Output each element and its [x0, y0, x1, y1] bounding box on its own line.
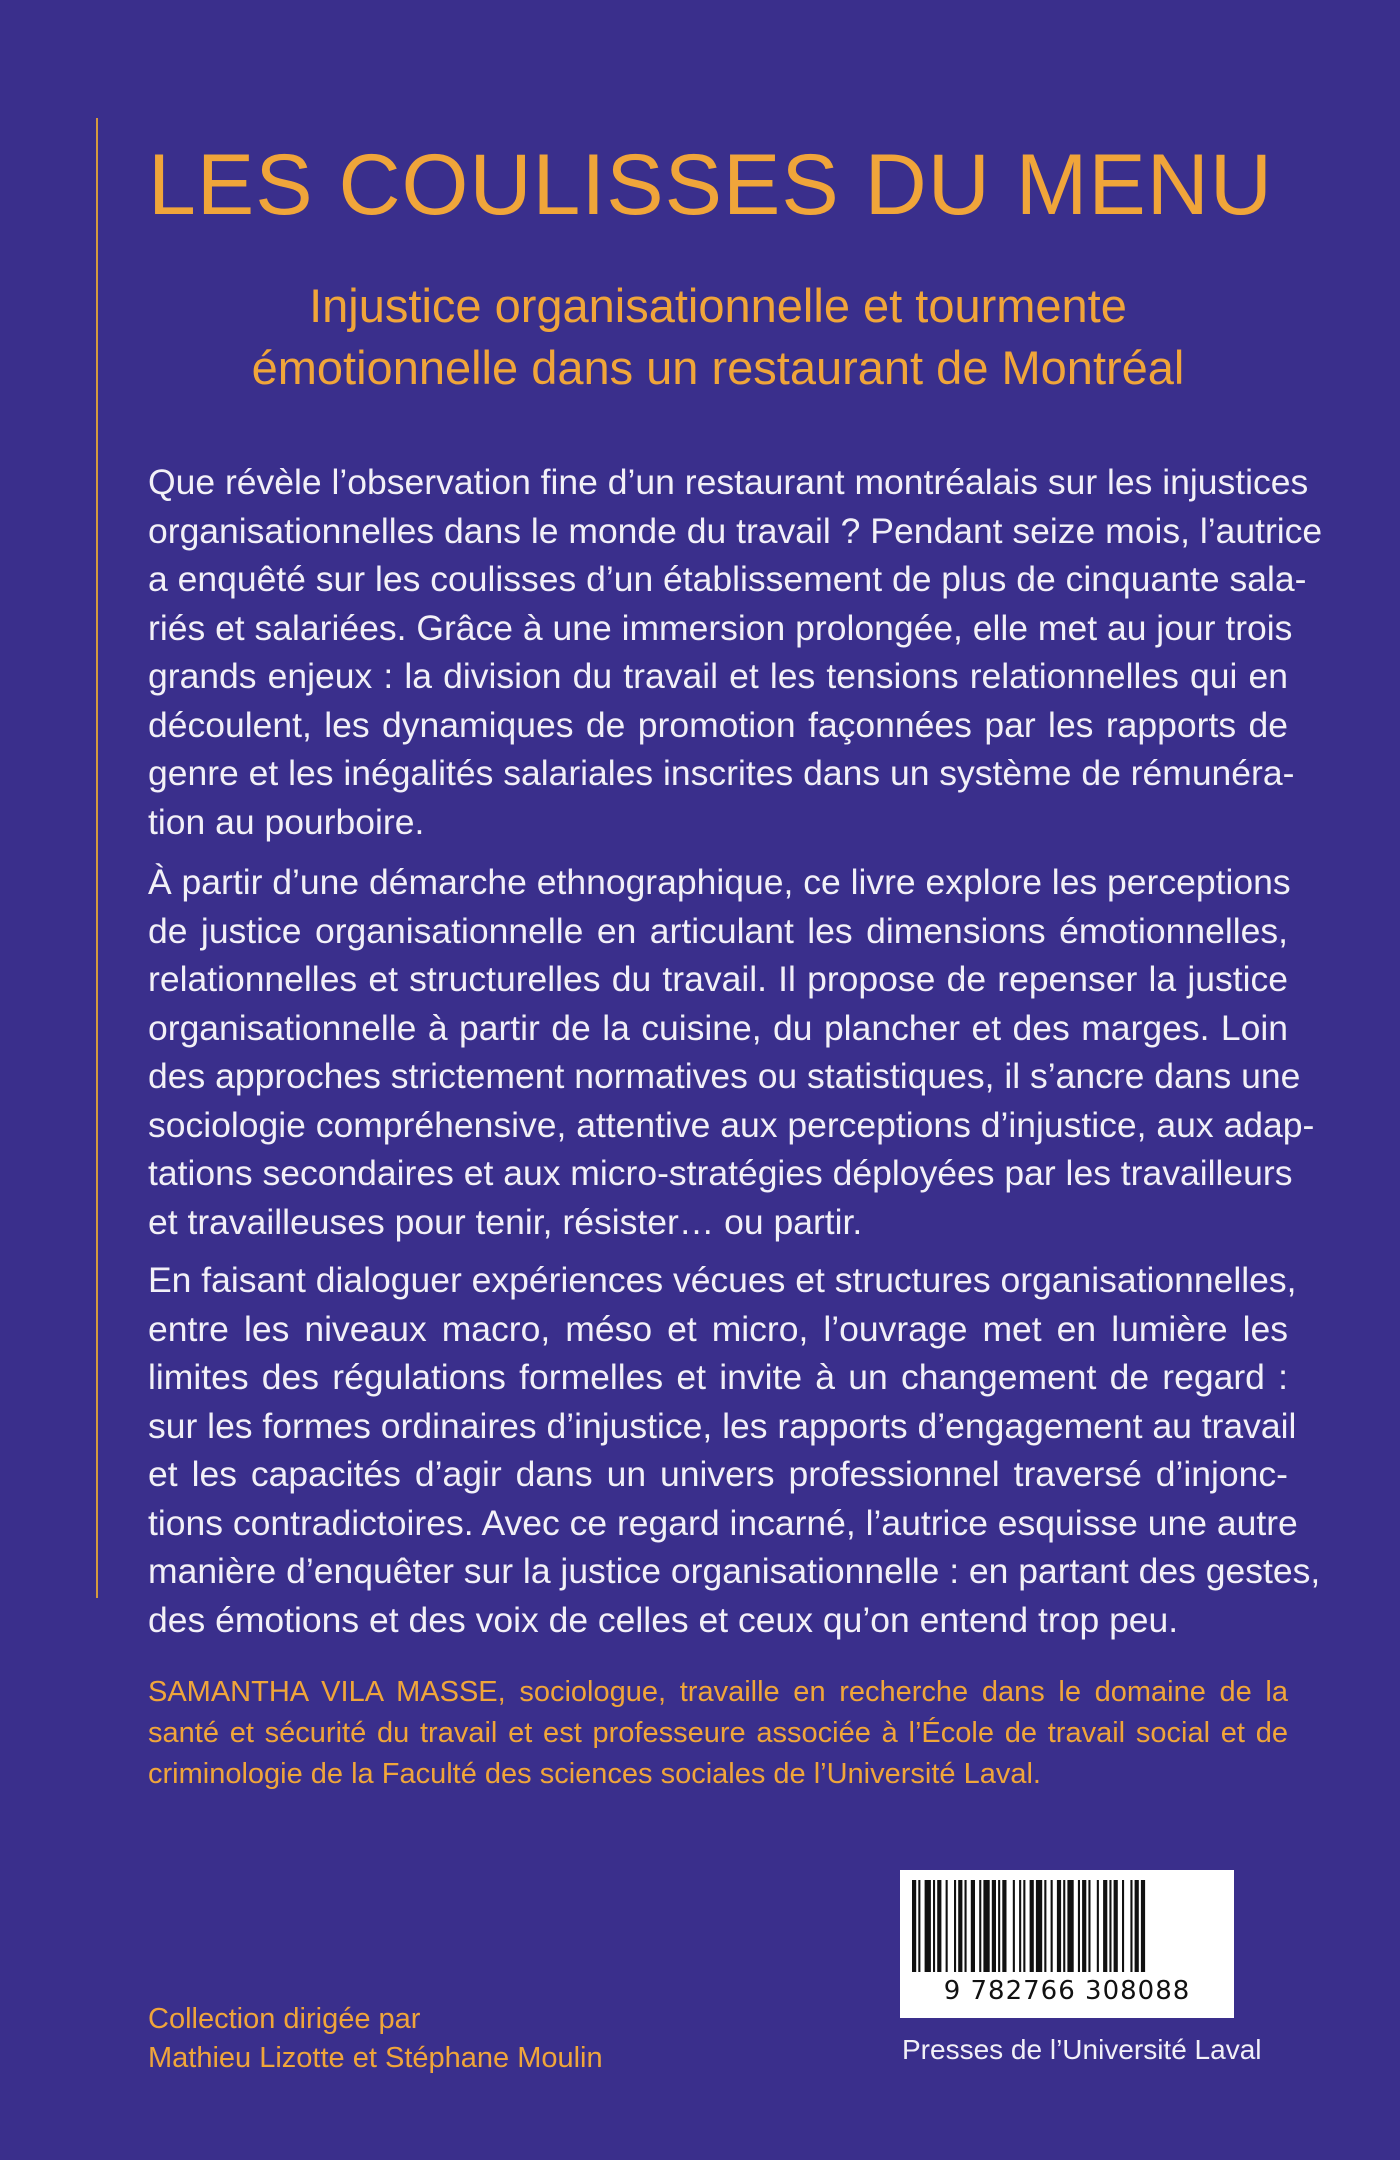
paragraph-line: sociologie compréhensive, attentive aux perceptions d’injustice, aux adap-	[148, 1104, 1315, 1145]
book-title: LES COULISSES DU MENU	[148, 137, 1273, 233]
barcode-bar	[954, 1880, 956, 1972]
barcode-bar	[933, 1880, 935, 1972]
paragraph-line: À partir d’une démarche ethnographique, ce livre explore les perceptions	[148, 862, 1291, 902]
book-subtitle	[148, 275, 1288, 399]
barcode-bar	[1023, 1880, 1025, 1972]
blurb-paragraph-3	[148, 1256, 1321, 1644]
barcode-bar	[1130, 1880, 1132, 1972]
subtitle-line: Injustice organisationnelle et tourmente	[309, 279, 1127, 332]
subtitle-line: émotionnelle dans un restaurant de Montréal	[251, 341, 1185, 394]
barcode-bar	[1103, 1880, 1107, 1972]
paragraph-line: et les capacités d’agir dans un univers professionnel traversé d’injonc-	[148, 1454, 1288, 1494]
barcode-bar	[1135, 1880, 1139, 1972]
barcode-bar	[912, 1880, 916, 1972]
publisher-name: Presses de l’Université Laval	[902, 2034, 1262, 2065]
barcode-bar	[1051, 1880, 1053, 1972]
blurb-paragraph-2	[148, 858, 1315, 1246]
barcode-bar	[937, 1880, 941, 1972]
paragraph-line: genre et les inégalités salariales inscrites dans un système de rémunéra-	[148, 753, 1295, 793]
barcode-bar	[1063, 1880, 1065, 1972]
isbn-digits: 9 782766 308088	[943, 1976, 1191, 2006]
barcode-bar	[998, 1880, 1000, 1972]
collection-line: Mathieu Lizotte et Stéphane Moulin	[148, 2042, 603, 2074]
paragraph-line: a enquêté sur les coulisses d’un établissement de plus de cinquante sala-	[148, 559, 1307, 599]
paragraph-line: des émotions et des voix de celles et ceux qu’on entend trop peu.	[148, 1599, 1179, 1640]
barcode-bar	[1097, 1880, 1099, 1972]
blurb-paragraph-1	[148, 458, 1323, 846]
author-bio	[148, 1672, 1288, 1795]
collection-credit	[148, 2000, 603, 2078]
paragraph-line: En faisant dialoguer expériences vécues et structures organisationnelles,	[148, 1260, 1297, 1300]
author-bio-line: SAMANTHA VILA MASSE, sociologue, travaille en recherche dans le domaine de la	[148, 1676, 1288, 1708]
paragraph-line: organisationnelles dans le monde du travail ? Pendant seize mois, l’autrice	[148, 510, 1323, 551]
paragraph-line: tion au pourboire.	[148, 801, 425, 842]
barcode-bar	[1030, 1880, 1034, 1972]
paragraph-line: relationnelles et structurelles du travail. Il propose de repenser la justice	[148, 959, 1288, 999]
barcode-bar	[992, 1880, 996, 1972]
barcode-bar	[1141, 1880, 1145, 1972]
author-bio-line: criminologie de la Faculté des sciences sociales de l’Université Laval.	[148, 1758, 1041, 1790]
barcode-bar	[925, 1880, 931, 1972]
paragraph-line: tations secondaires et aux micro-stratégies déployées par les travailleurs	[148, 1153, 1293, 1193]
barcode-bar	[965, 1880, 967, 1972]
paragraph-line: manière d’enquêter sur la justice organisationnelle : en partant des gestes,	[148, 1551, 1321, 1591]
barcode-bar	[1088, 1880, 1090, 1972]
paragraph-line: découlent, les dynamiques de promotion façonnées par les rapports de	[148, 704, 1288, 745]
barcode-bar	[971, 1880, 975, 1972]
barcode-bar	[1082, 1880, 1086, 1972]
paragraph-line: limites des régulations formelles et invite à un changement de regard :	[148, 1357, 1288, 1397]
barcode-bar	[918, 1880, 920, 1972]
barcode-bar	[946, 1880, 948, 1972]
paragraph-line: sur les formes ordinaires d’injustice, les rapports d’engagement au travail	[148, 1405, 1297, 1446]
paragraph-line: riés et salariées. Grâce à une immersion prolongée, elle met au jour trois	[148, 607, 1293, 648]
paragraph-line: et travailleuses pour tenir, résister… ou partir.	[148, 1201, 863, 1242]
paragraph-line: des approches strictement normatives ou statistiques, il s’ancre dans une	[148, 1056, 1301, 1096]
paragraph-line: Que révèle l’observation fine d’un restaurant montréalais sur les injustices	[148, 462, 1309, 502]
barcode-bar	[983, 1880, 989, 1972]
isbn-barcode	[900, 1870, 1234, 2018]
paragraph-line: organisationnelle à partir de la cuisine, du plancher et des marges. Loin	[148, 1007, 1288, 1048]
paragraph-line: tions contradictoires. Avec ce regard incarné, l’autrice esquisse une autre	[148, 1502, 1298, 1543]
paragraph-line: de justice organisationnelle en articulant les dimensions émotionnelles,	[148, 910, 1288, 951]
barcode-bar	[1109, 1880, 1111, 1972]
barcode-bar	[1013, 1880, 1015, 1972]
collection-line: Collection dirigée par	[148, 2003, 421, 2035]
barcode-bar	[1036, 1880, 1042, 1972]
paragraph-line: entre les niveaux macro, méso et micro, l’ouvrage met en lumière les	[148, 1308, 1288, 1349]
barcode-bar	[1019, 1880, 1021, 1972]
barcode-bar	[1057, 1880, 1061, 1972]
barcode-bar	[1114, 1880, 1118, 1972]
barcode-bar	[1122, 1880, 1124, 1972]
barcode-bar	[1044, 1880, 1046, 1972]
barcode-bar	[1067, 1880, 1073, 1972]
barcode-bar	[1078, 1880, 1080, 1972]
author-bio-line: santé et sécurité du travail et est professeure associée à l’École de travail social et de	[148, 1717, 1288, 1749]
barcode-bars	[900, 1870, 1234, 1980]
barcode-bar	[979, 1880, 981, 1972]
barcode-bar	[1002, 1880, 1006, 1972]
left-vertical-rule	[96, 118, 98, 1598]
paragraph-line: grands enjeux : la division du travail et les tensions relationnelles qui en	[148, 656, 1288, 696]
barcode-bar	[958, 1880, 962, 1972]
